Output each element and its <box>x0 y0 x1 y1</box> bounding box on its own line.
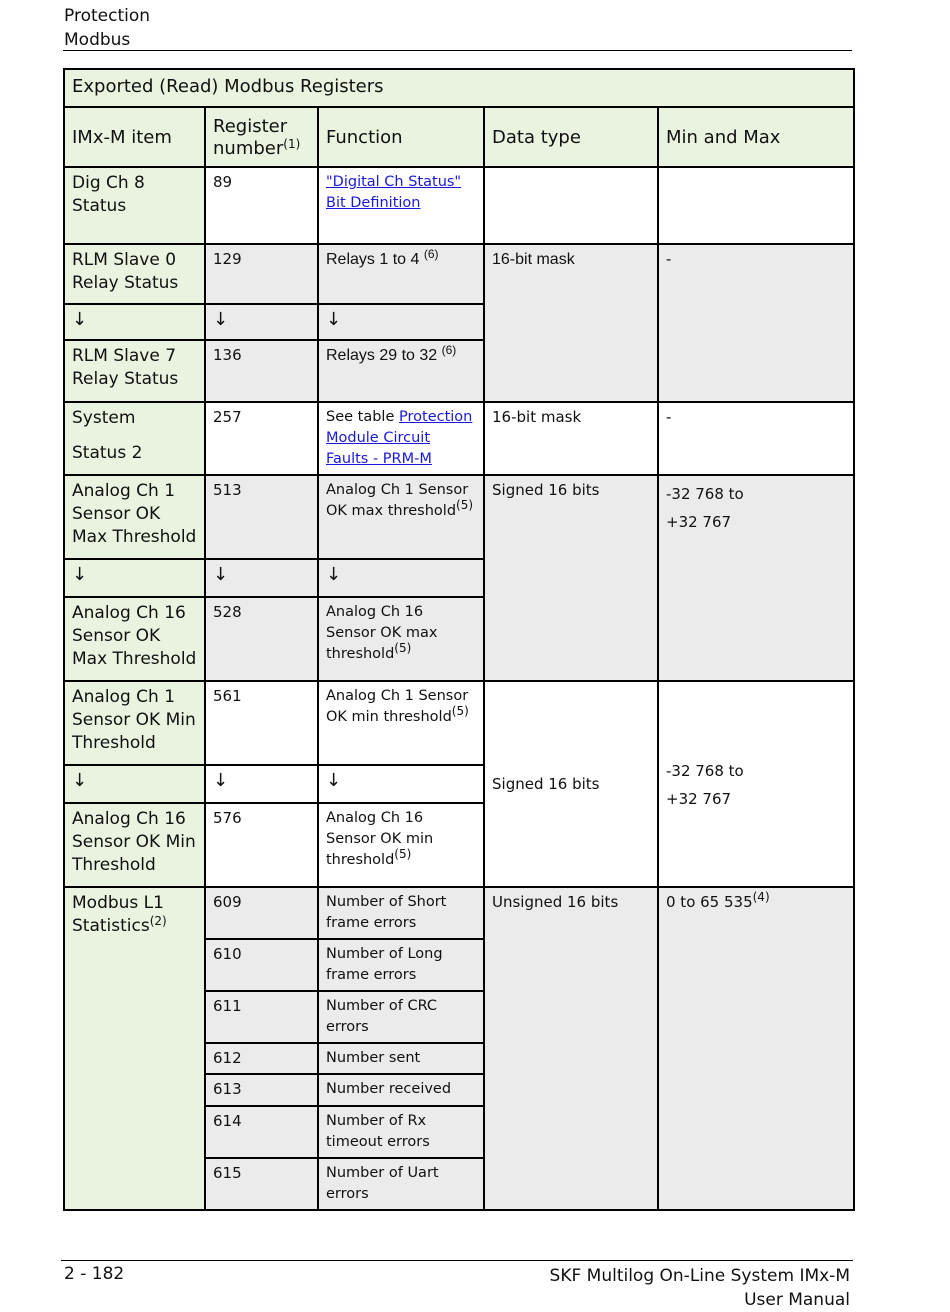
arrow-down-icon: ↓ <box>205 559 318 597</box>
function-text: Analog Ch 16 Sensor OK max threshold <box>326 604 438 662</box>
register-cell: 528 <box>205 597 318 681</box>
table-row <box>64 475 854 559</box>
document-title-line-1: SKF Multilog On-Line System IMx-M <box>549 1266 850 1286</box>
column-header-item: IMx-M item <box>64 107 205 167</box>
column-header-register <box>205 107 318 167</box>
header-subsection: Modbus <box>64 30 131 50</box>
circuit-faults-link[interactable]: Protection Module Circuit Faults - PRM-M <box>326 409 473 467</box>
item-line-1: System <box>72 408 136 428</box>
footer-rule <box>61 1260 853 1261</box>
arrow-down-icon: ↓ <box>318 765 484 803</box>
max-value: +32 767 <box>666 789 732 808</box>
data-type-cell: 16-bit mask <box>484 402 658 475</box>
arrow-down-icon: ↓ <box>64 765 205 803</box>
function-cell: Number of Long frame errors <box>318 939 484 991</box>
function-cell: Number sent <box>318 1043 484 1074</box>
register-cell: 612 <box>205 1043 318 1074</box>
item-cell <box>64 402 205 475</box>
function-text: Analog Ch 1 Sensor OK min threshold <box>326 688 469 725</box>
function-text: Analog Ch 16 Sensor OK min threshold <box>326 810 434 868</box>
register-cell: 257 <box>205 402 318 475</box>
function-cell <box>318 803 484 887</box>
arrow-down-icon: ↓ <box>318 304 484 340</box>
min-max-cell <box>658 681 854 887</box>
column-header-function: Function <box>318 107 484 167</box>
document-title-line-2: User Manual <box>744 1290 850 1310</box>
function-cell <box>318 475 484 559</box>
function-cell <box>318 597 484 681</box>
column-header-data-type: Data type <box>484 107 658 167</box>
min-value: -32 768 to <box>666 761 744 780</box>
register-cell: 89 <box>205 167 318 244</box>
digital-status-link[interactable]: "Digital Ch Status" Bit Definition <box>326 174 462 211</box>
page-number: 2 - 182 <box>64 1264 125 1284</box>
register-cell: 615 <box>205 1158 318 1210</box>
register-cell: 609 <box>205 887 318 939</box>
footnote-2: (2) <box>149 914 167 928</box>
footnote-5: (5) <box>394 641 412 655</box>
item-cell: RLM Slave 7 Relay Status <box>64 340 205 402</box>
item-cell: Analog Ch 1 Sensor OK Max Threshold <box>64 475 205 559</box>
table-row <box>64 402 854 475</box>
footnote-6: (6) <box>423 247 439 261</box>
table-caption: Exported (Read) Modbus Registers <box>64 69 854 107</box>
item-cell <box>64 887 205 1210</box>
function-text: See table <box>326 409 399 425</box>
modbus-registers-table <box>63 68 855 1211</box>
arrow-down-icon: ↓ <box>205 304 318 340</box>
min-value: -32 768 to <box>666 485 744 503</box>
footnote-5: (5) <box>394 847 412 861</box>
function-cell: Number received <box>318 1074 484 1106</box>
register-cell: 513 <box>205 475 318 559</box>
footnote-6: (6) <box>441 343 457 357</box>
min-max-cell <box>658 475 854 681</box>
min-max-cell <box>658 887 854 1210</box>
footnote-4: (4) <box>752 890 770 904</box>
register-cell: 561 <box>205 681 318 765</box>
function-cell: Number of CRC errors <box>318 991 484 1043</box>
item-cell: Analog Ch 16 Sensor OK Min Threshold <box>64 803 205 887</box>
item-text: Modbus L1 Statistics <box>72 893 164 936</box>
item-cell: RLM Slave 0 Relay Status <box>64 244 205 304</box>
function-cell <box>318 167 484 244</box>
function-cell <box>318 340 484 402</box>
table-row <box>64 244 854 304</box>
function-cell: Number of Uart errors <box>318 1158 484 1210</box>
data-type-cell: Signed 16 bits <box>484 475 658 681</box>
footnote-5: (5) <box>451 704 469 718</box>
max-value: +32 767 <box>666 513 732 531</box>
min-max-text: 0 to 65 535 <box>666 893 753 911</box>
function-text: Relays 1 to 4 <box>326 251 420 268</box>
function-cell <box>318 402 484 475</box>
arrow-down-icon: ↓ <box>64 304 205 340</box>
register-cell: 129 <box>205 244 318 304</box>
function-cell: Number of Rx timeout errors <box>318 1106 484 1158</box>
document-title <box>550 1264 850 1312</box>
table-row <box>64 681 854 765</box>
min-max-cell: - <box>658 402 854 475</box>
item-cell: Dig Ch 8 Status <box>64 167 205 244</box>
table-header-row <box>64 107 854 167</box>
data-type-cell <box>484 167 658 244</box>
column-header-min-max: Min and Max <box>658 107 854 167</box>
register-cell: 136 <box>205 340 318 402</box>
arrow-down-icon: ↓ <box>318 559 484 597</box>
item-cell: Analog Ch 16 Sensor OK Max Threshold <box>64 597 205 681</box>
arrow-down-icon: ↓ <box>64 559 205 597</box>
header-section: Protection <box>64 6 151 26</box>
header-rule <box>63 50 852 51</box>
function-cell <box>318 681 484 765</box>
register-cell: 576 <box>205 803 318 887</box>
data-type-cell: 16-bit mask <box>484 244 658 402</box>
table-row <box>64 887 854 939</box>
footnote-1: (1) <box>283 136 301 151</box>
table-row <box>64 167 854 244</box>
item-line-2: Status 2 <box>72 443 143 463</box>
min-max-cell: - <box>658 244 854 402</box>
register-cell: 613 <box>205 1074 318 1106</box>
register-cell: 611 <box>205 991 318 1043</box>
data-type-cell: Signed 16 bits <box>484 681 658 887</box>
data-type-cell: Unsigned 16 bits <box>484 887 658 1210</box>
function-cell <box>318 244 484 304</box>
function-text: Analog Ch 1 Sensor OK max threshold <box>326 482 469 519</box>
footnote-5: (5) <box>456 498 474 512</box>
function-text: Relays 29 to 32 <box>326 347 438 364</box>
min-max-cell <box>658 167 854 244</box>
function-cell: Number of Short frame errors <box>318 887 484 939</box>
register-header-text: Register number <box>213 115 288 159</box>
item-cell: Analog Ch 1 Sensor OK Min Threshold <box>64 681 205 765</box>
arrow-down-icon: ↓ <box>205 765 318 803</box>
page-header <box>64 4 150 52</box>
register-cell: 610 <box>205 939 318 991</box>
register-cell: 614 <box>205 1106 318 1158</box>
